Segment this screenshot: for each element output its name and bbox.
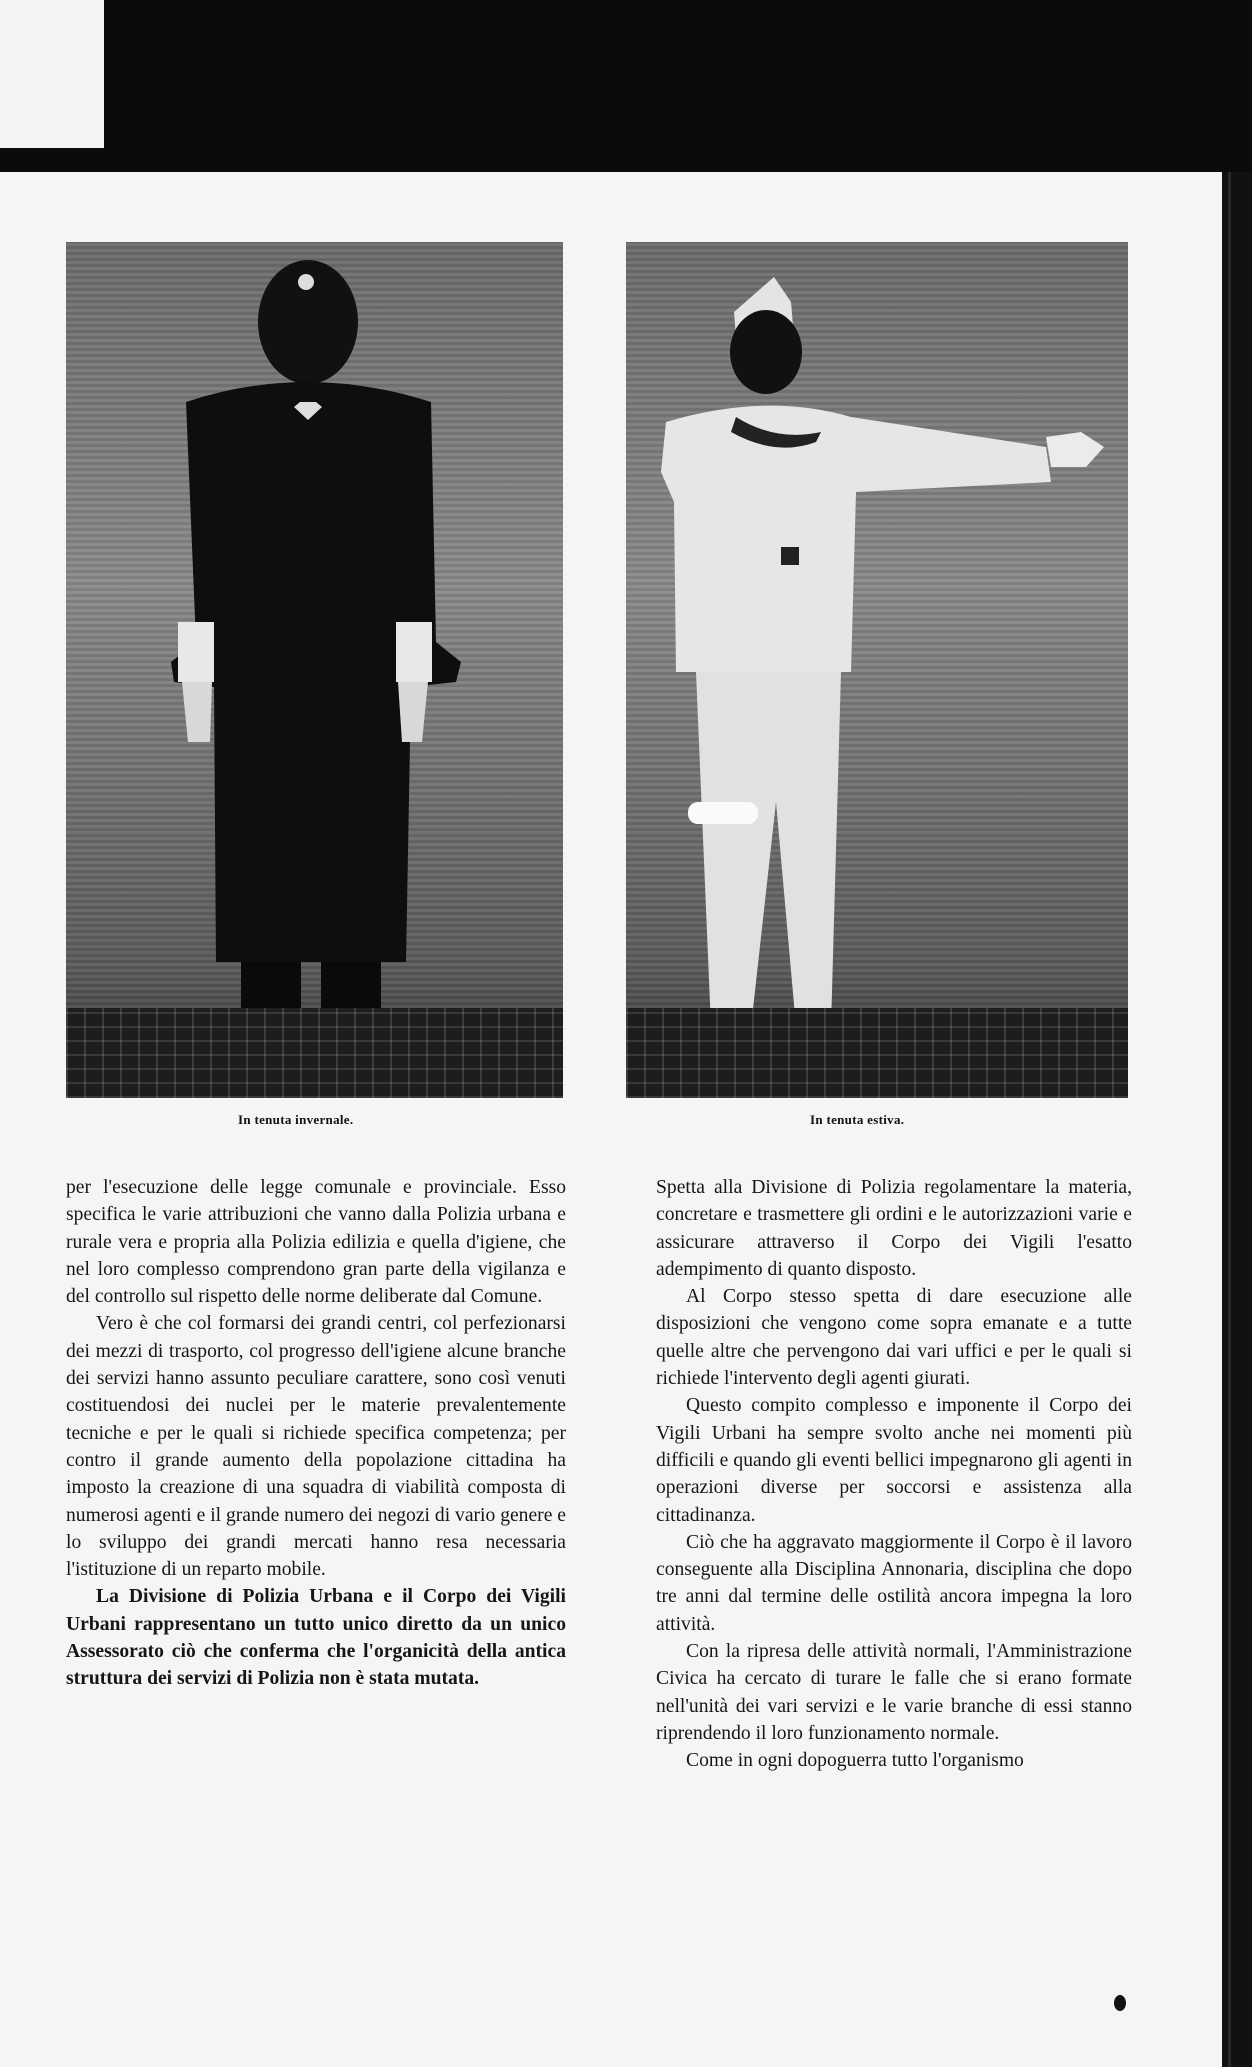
paragraph: Ciò che ha aggravato maggiormente il Corpo è il lavoro conseguente alla Disciplina Annonaria, disciplina che dopo tre anni dal termine delle ostilità ancora impegna la loro attività.: [656, 1531, 1132, 1635]
photo-winter-uniform: [66, 242, 563, 1098]
photo-summer-uniform: [626, 242, 1128, 1098]
document-page: [0, 172, 1222, 2067]
paragraph: Spetta alla Divisione di Polizia regolamentare la materia, concretare e trasmettere gli ordini e le autorizzazioni varie e assicurare attraverso il Corpo dei Vigili l'esatto adempimento di quanto disposto.: [656, 1177, 1132, 1280]
caption-summer: In tenuta estiva.: [810, 1112, 905, 1127]
paragraph: Come in ogni dopoguerra tutto l'organismo: [686, 1750, 1024, 1772]
officer-winter-figure: [66, 242, 563, 1098]
paragraph: Questo compito complesso e imponente il Corpo dei Vigili Urbani ha sempre svolto anche nei momenti più difficili e quando gli eventi bellici impegnarono gli agenti in operazioni diverse per soccorsi e assistenza alla cittadinanza.: [656, 1395, 1132, 1526]
tiled-floor: [66, 1008, 563, 1098]
officer-summer-figure: [626, 242, 1128, 1098]
text-column-left: [66, 1174, 566, 1693]
paragraph: Vero è che col formarsi dei grandi centri, col perfezionarsi dei mezzi di trasporto, col progresso dell'igiene alcune branche dei servizi hanno assunto peculiare carattere, sono così venuti costituendosi dei nuclei per le materie prevalentemente tecniche e per le quali si richiede specifica competenza; per contro il grande aumento della popolazione cittadina ha imposto la creazione di una squadra di viabilità composta di numerosi agenti e il grande numero dei negozi di vario genere e lo sviluppo dei grandi mercati hanno resa necessaria l'istituzione di un reparto mobile.: [66, 1313, 566, 1581]
caption-winter: In tenuta invernale.: [238, 1112, 354, 1127]
text-column-right: [656, 1174, 1132, 1775]
paragraph: Con la ripresa delle attività normali, l'Amministrazione Civica ha cercato di turare le falle che si erano formate nell'unità dei vari servizi e le varie branche di essi stanno riprendendo il loro funzionamento normale.: [656, 1641, 1132, 1744]
paragraph: Al Corpo stesso spetta di dare esecuzione alle disposizioni che vengono come sopra emanate e a tutte quelle altre che pervengono dai vari uffici e per le quali si richiede l'intervento degli agenti giurati.: [656, 1286, 1132, 1390]
tiled-floor: [626, 1008, 1128, 1098]
ink-dot: [1114, 1995, 1126, 2011]
scan-edge: [1222, 172, 1252, 2067]
paragraph: per l'esecuzione delle legge comunale e provinciale. Esso specifica le varie attribuzioni che vanno dalla Polizia urbana e rurale vera e propria alla Polizia edilizia e quella d'igiene, che nel loro complesso comprendono gran parte della vigilanza e del controllo sul rispetto delle norme deliberate dal Comune.: [66, 1177, 566, 1308]
paragraph: La Divisione di Polizia Urbana e il Corpo dei Vigili Urbani rappresentano un tutto unico diretto da un unico Assessorato ciò che conferma che l'organicità della antica struttura dei servizi di Polizia non è stata mutata.: [66, 1586, 566, 1690]
page-corner-tab: [0, 0, 104, 148]
